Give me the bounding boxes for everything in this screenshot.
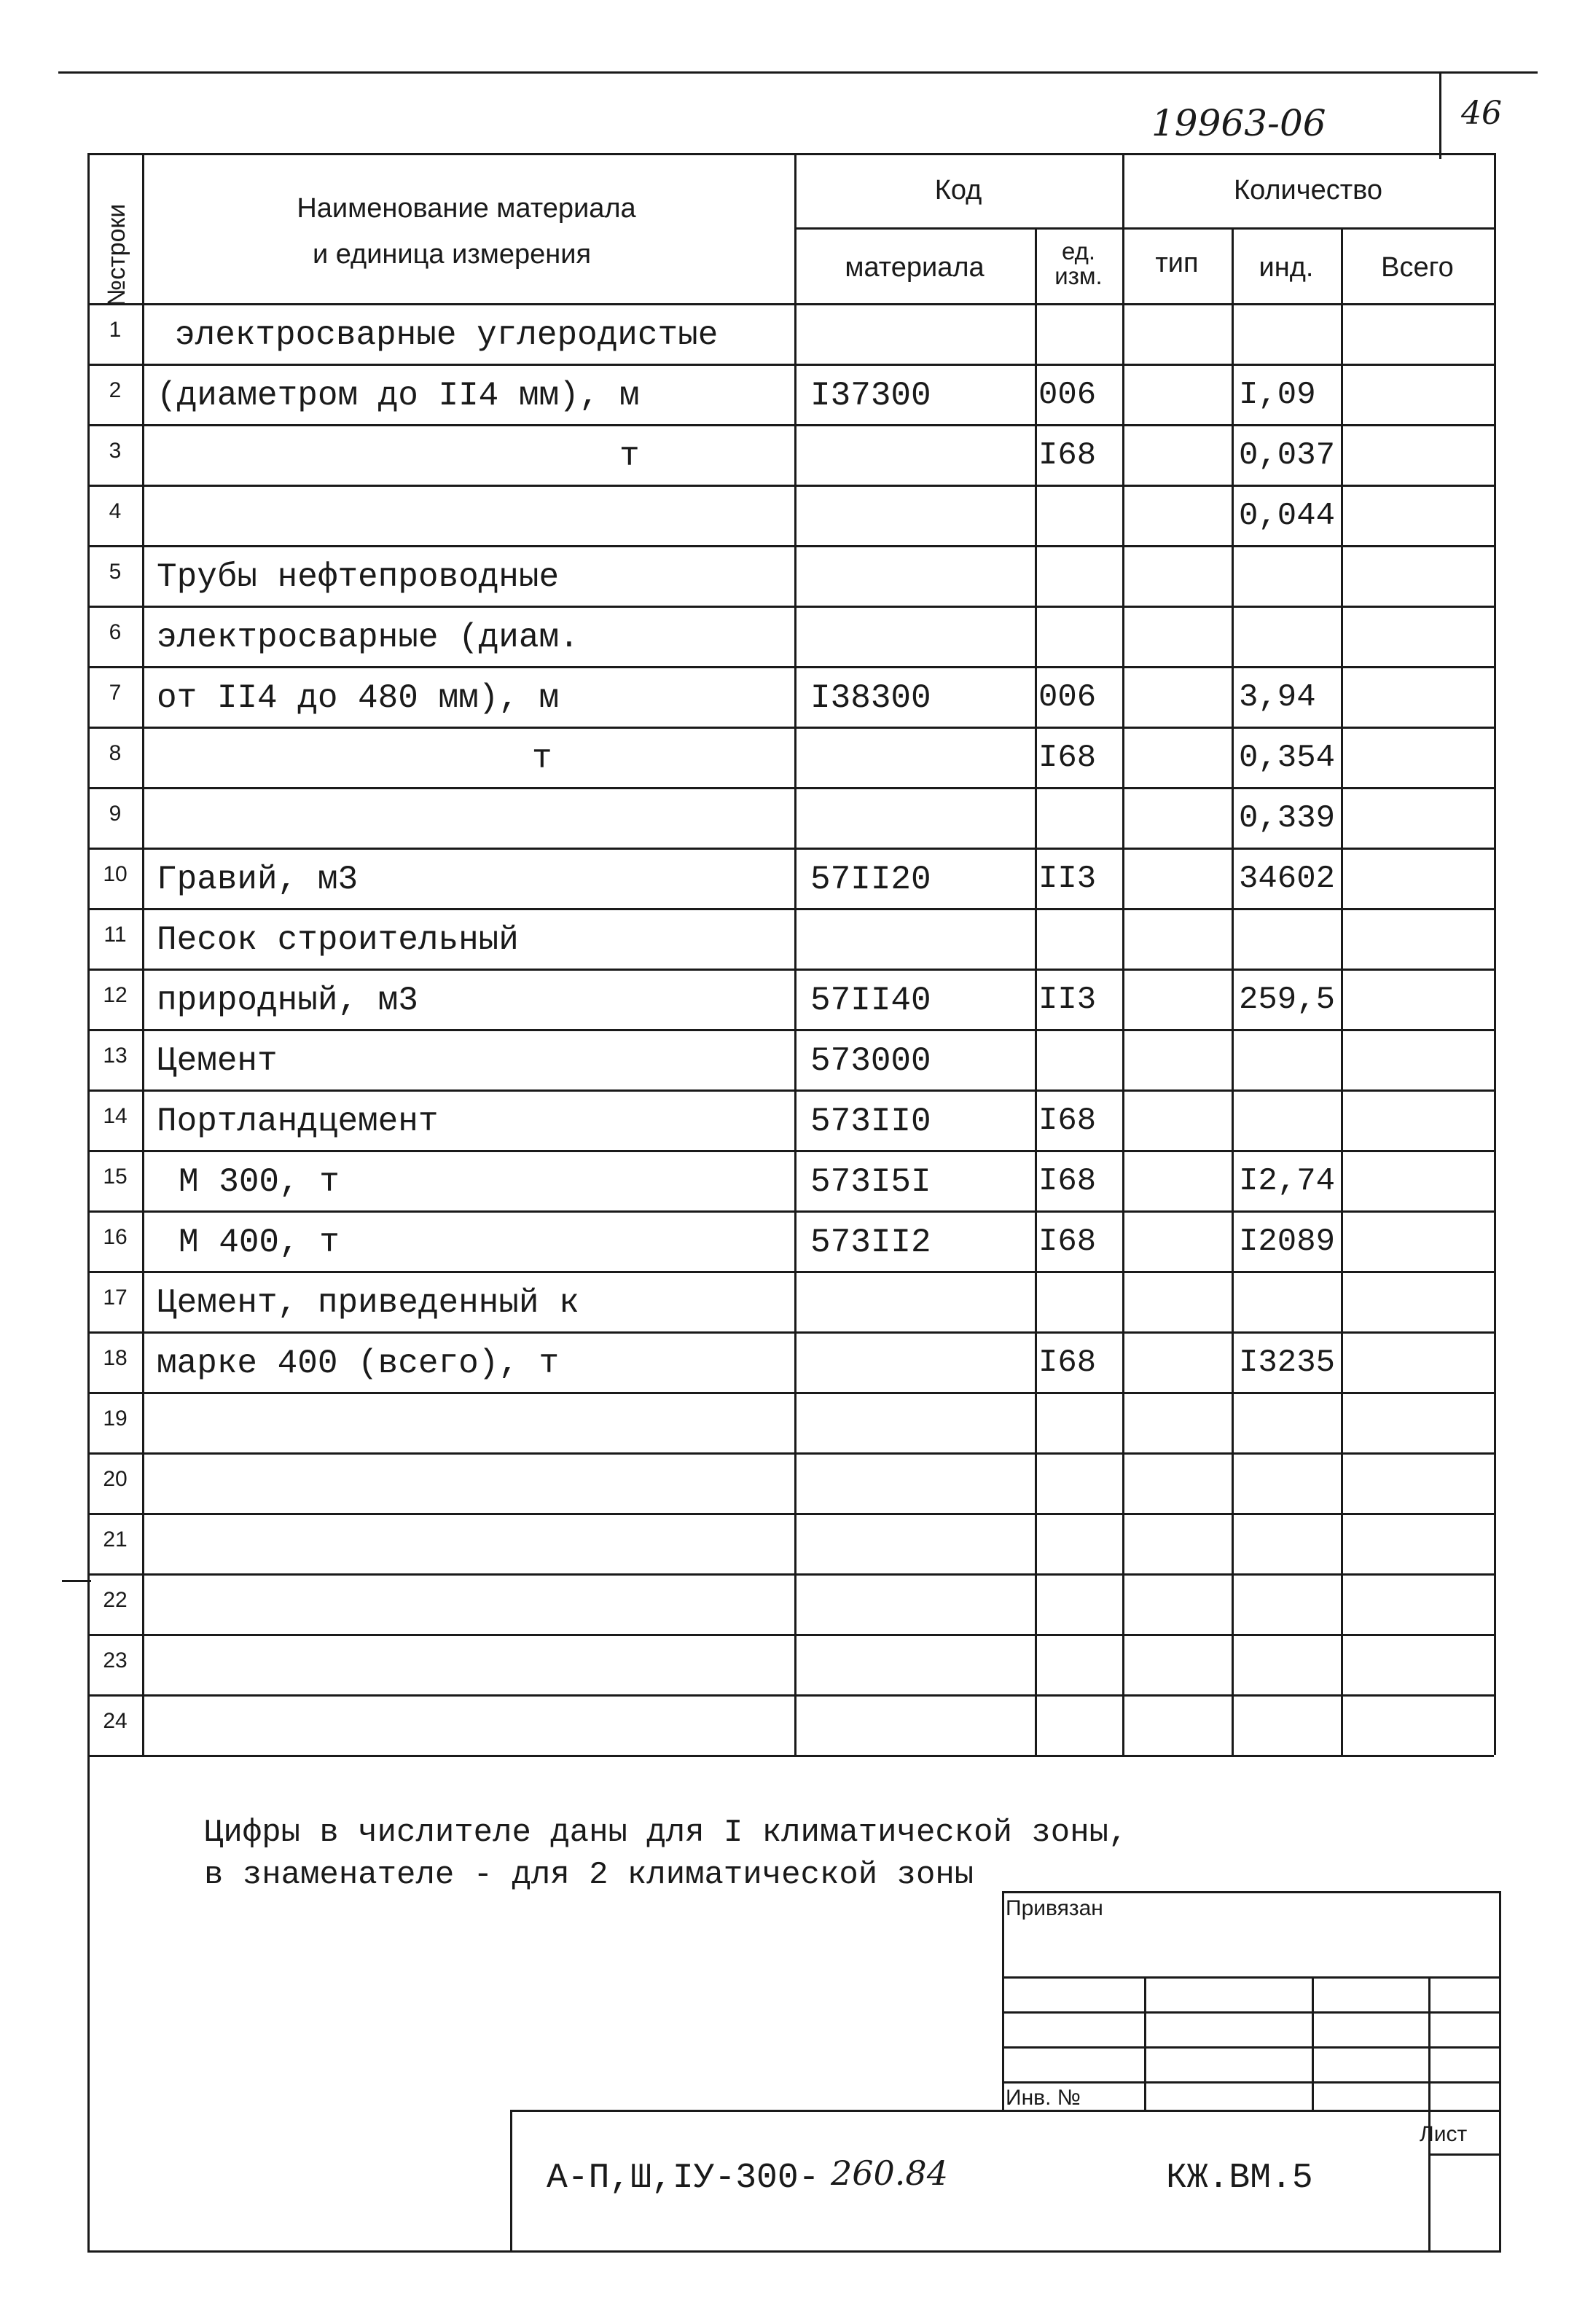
header-row-number: №строки <box>103 203 130 307</box>
row-number: 17 <box>103 1286 128 1310</box>
table-row-border <box>87 666 1494 668</box>
table-row-border <box>87 1089 1494 1092</box>
row-number: 3 <box>109 439 122 463</box>
header-bottom-border <box>87 303 1494 305</box>
header-individual: инд. <box>1259 252 1314 283</box>
stamp-project-code: А-П,Ш,IУ-300- <box>547 2159 820 2198</box>
table-row-border <box>87 1694 1494 1697</box>
table-row-border <box>87 1755 1494 1757</box>
row-number: 15 <box>103 1165 128 1189</box>
stamp-top-border <box>1002 1891 1501 1893</box>
stamp-row-line <box>1002 1976 1501 1979</box>
material-name-cell: т <box>619 437 640 475</box>
material-name-cell: Цемент, приведенный к <box>157 1284 579 1322</box>
table-row-border <box>87 1331 1494 1334</box>
unit-code-cell: I68 <box>1038 1345 1097 1381</box>
table-row-border <box>87 1452 1494 1455</box>
individual-quantity-cell: 0,037 <box>1239 437 1336 474</box>
table-column-line <box>1341 227 1343 1755</box>
table-row-border <box>87 424 1494 426</box>
table-row-border <box>87 1210 1494 1213</box>
material-name-cell: (диаметром до II4 мм), м <box>157 377 640 415</box>
table-row-border <box>87 848 1494 850</box>
unit-code-cell: II3 <box>1038 861 1097 897</box>
note-line-2: в знаменателе - для 2 климатической зоны <box>204 1857 974 1893</box>
row-number: 24 <box>103 1709 128 1733</box>
table-row-border <box>87 787 1494 789</box>
table-row-border <box>87 485 1494 487</box>
row-number: 18 <box>103 1346 128 1370</box>
material-code-cell: 57II40 <box>810 982 931 1020</box>
row-number: 9 <box>109 802 122 826</box>
table-column-line <box>1035 227 1037 1755</box>
material-code-cell: 573II0 <box>810 1103 931 1141</box>
header-code: Код <box>934 175 982 206</box>
header-material: материала <box>845 252 985 283</box>
material-name-cell: Цемент <box>157 1042 278 1080</box>
material-code-cell: 573II2 <box>810 1224 931 1261</box>
sheet-box-divider <box>1428 2153 1501 2156</box>
material-code-cell: 57II20 <box>810 861 931 899</box>
header-type: тип <box>1155 248 1199 278</box>
table-row-border <box>87 908 1494 910</box>
row-number: 8 <box>109 741 122 765</box>
individual-quantity-cell: 34602 <box>1239 861 1336 897</box>
row-number: 19 <box>103 1406 128 1431</box>
header-total: Всего <box>1381 252 1454 283</box>
table-row-border <box>87 1513 1494 1515</box>
material-name-cell: Песок строительный <box>157 921 519 959</box>
stamp-column-line <box>1144 1976 1146 2110</box>
material-name-cell: Портландцемент <box>157 1103 439 1141</box>
material-name-cell: Трубы нефтепроводные <box>157 558 560 596</box>
stamp-row-line <box>1002 2046 1501 2049</box>
title-strip-left <box>510 2110 512 2252</box>
material-name-cell: электросварные углеродистые <box>175 316 719 354</box>
material-code-cell: 573000 <box>810 1042 931 1080</box>
stamp-sheet-label: Лист <box>1420 2122 1468 2146</box>
table-row-border <box>87 1392 1494 1394</box>
unit-code-cell: I68 <box>1038 1163 1097 1200</box>
individual-quantity-cell: I,09 <box>1239 377 1316 413</box>
page-bottom-border <box>87 2250 1501 2253</box>
individual-quantity-cell: I3235 <box>1239 1345 1336 1381</box>
sheet-number-divider <box>1439 71 1441 159</box>
unit-code-cell: I68 <box>1038 740 1097 776</box>
row-number: 4 <box>109 499 122 523</box>
individual-quantity-cell: 0,354 <box>1239 740 1336 776</box>
unit-code-cell: 006 <box>1038 377 1097 413</box>
stamp-project-code-handwritten: 260.84 <box>831 2153 948 2193</box>
table-row-border <box>87 364 1494 366</box>
row-number: 12 <box>103 983 128 1007</box>
header-sub-border <box>794 227 1494 230</box>
row-number: 11 <box>103 923 127 947</box>
unit-code-cell: II3 <box>1038 982 1097 1018</box>
stamp-attached-label: Привязан <box>1006 1896 1103 1920</box>
row-number: 2 <box>109 378 122 402</box>
stamp-right-border <box>1499 1891 1501 2252</box>
table-column-line <box>1232 227 1234 1755</box>
row-number: 1 <box>109 318 122 342</box>
material-name-cell: природный, м3 <box>157 982 418 1020</box>
material-name-cell: электросварные (диам. <box>157 619 579 657</box>
row-number: 21 <box>103 1527 128 1552</box>
material-name-cell: т <box>532 740 552 778</box>
page-left-border <box>87 1755 90 2252</box>
individual-quantity-cell: I2,74 <box>1239 1163 1336 1200</box>
row-number: 22 <box>103 1588 128 1612</box>
row-number: 5 <box>109 560 122 584</box>
material-name-cell: от II4 до 480 мм), м <box>157 679 560 717</box>
stamp-drawing-code: КЖ.ВМ.5 <box>1166 2159 1313 2198</box>
table-column-line <box>1494 153 1496 1755</box>
stamp-row-line <box>1002 2011 1501 2014</box>
material-name-cell: марке 400 (всего), т <box>157 1345 560 1382</box>
unit-code-cell: I68 <box>1038 1224 1097 1260</box>
row-number: 16 <box>103 1225 128 1249</box>
stamp-inventory-label: Инв. № <box>1006 2086 1081 2110</box>
note-line-1: Цифры в числителе даны для I климатической зоны, <box>204 1815 1128 1851</box>
unit-code-cell: I68 <box>1038 437 1097 474</box>
top-rule <box>58 71 1538 74</box>
individual-quantity-cell: I2089 <box>1239 1224 1336 1260</box>
row-number: 6 <box>109 620 122 644</box>
row-number: 13 <box>103 1044 128 1068</box>
material-code-cell: 573I5I <box>810 1163 931 1201</box>
margin-tick <box>62 1580 91 1582</box>
stamp-column-line <box>1312 1976 1314 2110</box>
header-name-line1: Наименование материала <box>297 193 636 224</box>
material-name-cell: М 300, т <box>179 1163 340 1201</box>
individual-quantity-cell: 0,339 <box>1239 800 1336 837</box>
table-row-border <box>87 1634 1494 1636</box>
individual-quantity-cell: 3,94 <box>1239 679 1316 716</box>
table-row-border <box>87 1150 1494 1152</box>
stamp-row-line <box>1002 2081 1501 2084</box>
material-code-cell: I37300 <box>810 377 931 415</box>
table-row-border <box>87 545 1494 547</box>
material-code-cell: I38300 <box>810 679 931 717</box>
table-row-border <box>87 1271 1494 1273</box>
table-row-border <box>87 969 1494 971</box>
header-name-line2: и единица измерения <box>312 239 592 270</box>
unit-code-cell: I68 <box>1038 1103 1097 1139</box>
row-number: 20 <box>103 1467 128 1491</box>
header-unit-line2: изм. <box>1054 262 1103 289</box>
table-row-border <box>87 1029 1494 1031</box>
individual-quantity-cell: 259,5 <box>1239 982 1336 1018</box>
unit-code-cell: 006 <box>1038 679 1097 716</box>
table-top-border <box>87 153 1494 155</box>
row-number: 23 <box>103 1648 128 1672</box>
table-row-border <box>87 606 1494 608</box>
row-number: 7 <box>109 681 122 705</box>
row-number: 14 <box>103 1104 128 1128</box>
row-number: 10 <box>103 862 128 886</box>
stamp-left-border <box>1002 1891 1004 2110</box>
document-number: 19963-06 <box>1151 102 1326 144</box>
sheet-number: 46 <box>1461 95 1502 132</box>
individual-quantity-cell: 0,044 <box>1239 498 1336 534</box>
stamp-column-line <box>1428 1976 1430 2110</box>
header-unit-line1: ед. <box>1061 238 1096 265</box>
table-row-border <box>87 727 1494 729</box>
material-name-cell: М 400, т <box>179 1224 340 1261</box>
table-row-border <box>87 1573 1494 1576</box>
material-name-cell: Гравий, м3 <box>157 861 359 899</box>
header-quantity: Количество <box>1233 175 1383 206</box>
